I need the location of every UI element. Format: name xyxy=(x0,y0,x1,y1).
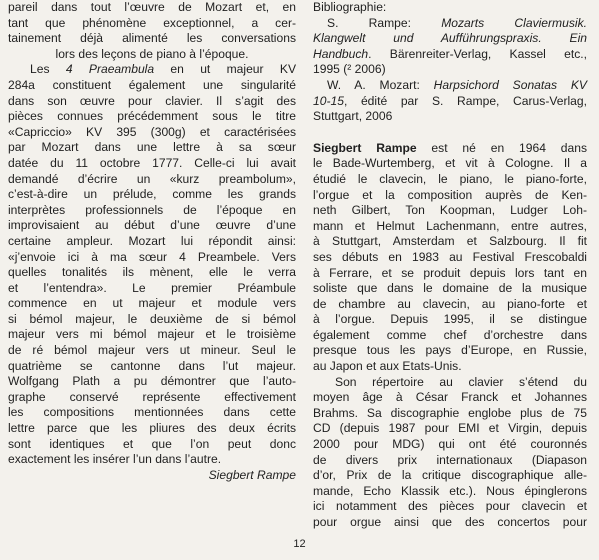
text-line: 284a constituent également une singularité xyxy=(8,77,296,92)
text-line: l’orgue et la composition auprès de Ken- xyxy=(313,187,587,202)
text-line: 10-15, édité par S. Rampe, Carus-Verlag, xyxy=(313,93,587,108)
text-line: quatrième se cantonne dans l’ut majeur. xyxy=(8,358,296,373)
text-line: si bémol majeur, le deuxième de si bémol xyxy=(8,311,296,326)
left-column xyxy=(8,0,296,483)
right-column xyxy=(313,0,587,531)
text-line: Siegbert Rampe est né en 1964 dans xyxy=(313,140,588,155)
text-line: lors des leçons de piano à l’époque. xyxy=(55,46,249,61)
text-line: 1995 (² 2006) xyxy=(313,62,386,77)
text-line: Handbuch. Bärenreiter-Verlag, Kassel etc., xyxy=(313,46,587,61)
text-line: W. A. Mozart: Harpsichord Sonatas KV xyxy=(327,77,587,92)
text-line: 2000 pour MDG) qui ont été couronnés xyxy=(313,437,587,452)
text-line: «j’envoie ici à ma sœur 4 Preambele. Vers xyxy=(8,249,296,264)
text-line: sont identiques et que l’on peut donc xyxy=(8,436,296,451)
text-line: S. Rampe: Mozarts Claviermusik. xyxy=(327,15,587,30)
text-line: Les 4 Praeambula en ut majeur KV xyxy=(30,62,297,77)
text-line: exactement les insérer l’un dans l’autre. xyxy=(8,452,222,467)
page-number: 12 xyxy=(293,538,306,550)
text-line: lettre parce que les pliures des deux écrits xyxy=(8,421,296,436)
text-line: datée du 11 octobre 1777. Celle-ci lui avait xyxy=(8,155,296,170)
text-line: mande, Echo Klassik etc.). Nous épinglerons xyxy=(313,483,587,498)
text-line: à Ferrare, et se produit depuis lors tant en xyxy=(313,265,587,280)
text-line: interprètes professionnels de l’époque en xyxy=(8,202,296,217)
text-line: tant que phénomène exceptionnel, a cer- xyxy=(8,15,296,30)
text-line: de chambre au clavecin, au piano-forte et xyxy=(313,296,587,311)
spacer xyxy=(313,125,587,141)
text-line: pour orgue ainsi que des concertos pour xyxy=(313,515,587,529)
text-line: Wolfgang Plath a pu démontrer que l’auto- xyxy=(8,374,296,389)
text-line: mann et Helmut Lachenmann, entre autres, xyxy=(313,218,587,233)
text-line: c’est-à-dire un prélude, comme les grands xyxy=(8,187,296,202)
text-line: de divers prix internationaux (Diapason xyxy=(313,452,587,467)
text-line: ici notamment des pièces pour clavecin et xyxy=(313,499,587,514)
author-signature: Siegbert Rampe xyxy=(208,467,296,482)
bibliography-entry-1 xyxy=(313,16,587,78)
text-line: étudié le clavecin, le piano, le piano-forte, xyxy=(313,171,587,186)
bio-name: Siegbert Rampe xyxy=(313,140,417,155)
text-line: à l’orgue. Depuis 1995, il se distingue xyxy=(313,312,587,327)
work-title: 4 Praeambula xyxy=(65,62,155,77)
text-line: tainement déjà alimenté les conversations xyxy=(8,31,296,46)
text-line: dans son œuvre pour clavier. Il s’agit des xyxy=(8,93,296,108)
text-line: également comme chef d’orchestre dans xyxy=(313,327,587,342)
text-line: improvisaient au début d’une œuvre d’une xyxy=(8,218,296,233)
text-line: de ré bémol majeur vers ut mineur. Seul le xyxy=(8,343,296,358)
text-line: majeur vers mi bémol majeur et le troisième xyxy=(8,327,296,342)
text-line: Brahms. Sa discographie englobe plus de 75 xyxy=(313,405,587,420)
bibliography-entry-2 xyxy=(313,78,587,125)
text-line: moyen âge à César Franck et Johannes xyxy=(313,390,587,405)
text-line: ses débuts en 1983 au Festival Frescobaldi xyxy=(313,249,587,264)
text-line: presque tous les pays d’Europe, en Russie, xyxy=(313,343,587,358)
text-line: d’or, Prix de la critique discographique alle- xyxy=(313,468,587,483)
text-line: «Capriccio» KV 395 (300g) et caractérisées xyxy=(8,124,296,139)
text-line: le Bade-Wurtemberg, et vit à Cologne. Il a xyxy=(313,156,587,171)
bibliography-heading: Bibliographie: xyxy=(313,0,387,14)
text-line: au Japon et aux Etats-Unis. xyxy=(313,359,462,374)
text-line: Klangwelt und Aufführungspraxis. Ein xyxy=(313,31,587,46)
text-line: pièces connues précédemment sous le titre xyxy=(8,109,296,124)
text-line: CD (depuis 1987 pour EMI et Virgin, depuis xyxy=(313,421,587,436)
text-line: soliste que dans le domaine de la musique xyxy=(313,281,587,296)
text-line: Stuttgart, 2006 xyxy=(313,109,393,124)
text-line: graphe conservé représente effectivement xyxy=(8,389,296,404)
text-line: par Mozart dans une lettre à sa sœur xyxy=(8,140,296,155)
text-line: certaine ampleur. Mozart lui répondit ainsi: xyxy=(8,233,296,248)
text-line: à Stuttgart, Amsterdam et Salzbourg. Il fit xyxy=(313,234,587,249)
text-line: les compositions mentionnées dans cette xyxy=(8,405,296,420)
text-line: neth Gilbert, Ton Koopman, Ludger Loh- xyxy=(313,203,587,218)
text-line: pareil dans tout l’œuvre de Mozart et, en xyxy=(8,0,296,14)
text-line: demandé d’écrire un «kurz preambolum», xyxy=(8,171,296,186)
text-line: et l’entendra». Le premier Préambule xyxy=(8,280,296,295)
text-line: quelles tonalités ils mènent, elle le verra xyxy=(8,265,296,280)
text-line: commence en ut majeur et module vers xyxy=(8,296,296,311)
text-line: Son répertoire au clavier s’étend du xyxy=(335,374,587,389)
